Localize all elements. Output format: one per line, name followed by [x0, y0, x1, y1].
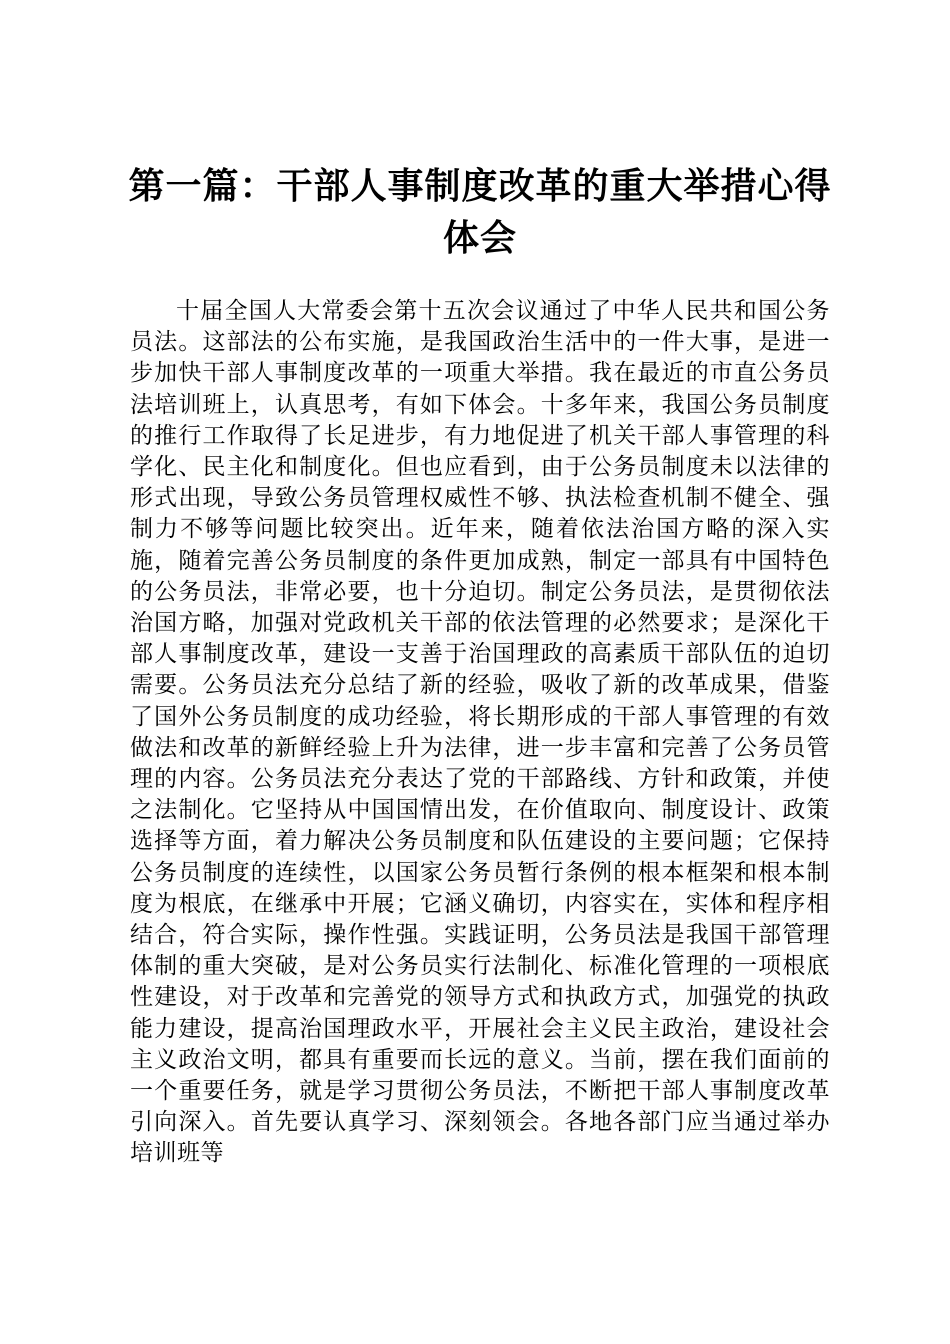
document-title: 第一篇：干部人事制度改革的重大举措心得体会	[128, 165, 832, 259]
body-paragraph: 十届全国人大常委会第十五次会议通过了中华人民共和国公务员法。这部法的公布实施，是我国政治生活中的一件大事，是进一步加快干部人事制度改革的一项重大举措。我在最近的市直公务员法培训班上，认真思考，有如下体会。十多年来，我国公务员制度的推行工作取得了长足进步，有力地促进了机关干部人事管理的科学化、民主化和制度化。但也应看到，由于公务员制度未以法律的形式出现，导致公务员管理权威性不够、执法检查机制不健全、强制力不够等问题比较突出。近年来，随着依法治国方略的深入实施，随着完善公务员制度的条件更加成熟，制定一部具有中国特色的公务员法，非常必要，也十分迫切。制定公务员法，是贯彻依法治国方略，加强对党政机关干部的依法管理的必然要求；是深化干部人事制度改革，建设一支善于治国理政的高素质干部队伍的迫切需要。公务员法充分总结了新的经验，吸收了新的改革成果，借鉴了国外公务员制度的成功经验，将长期形成的干部人事管理的有效做法和改革的新鲜经验上升为法律，进一步丰富和完善了公务员管理的内容。公务员法充分表达了党的干部路线、方针和政策，并使之法制化。它坚持从中国国情出发，在价值取向、制度设计、政策选择等方面，着力解决公务员制度和队伍建设的主要问题；它保持公务员制度的连续性，以国家公务员暂行条例的根本框架和根本制度为根底，在继承中开展；它涵义确切，内容实在，实体和程序相结合，符合实际，操作性强。实践证明，公务员法是我国干部管理体制的重大突破，是对公务员实行法制化、标准化管理的一项根底性建设，对于改革和完善党的领导方式和执政方式，加强党的执政能力建设，提高治国理政水平，开展社会主义民主政治，建设社会主义政治文明，都具有重要而长远的意义。当前，摆在我们面前的一个重要任务，就是学习贯彻公务员法，不断把干部人事制度改革引向深入。首先要认真学习、深刻领会。各地各部门应当通过举办培训班等	[130, 298, 830, 1167]
